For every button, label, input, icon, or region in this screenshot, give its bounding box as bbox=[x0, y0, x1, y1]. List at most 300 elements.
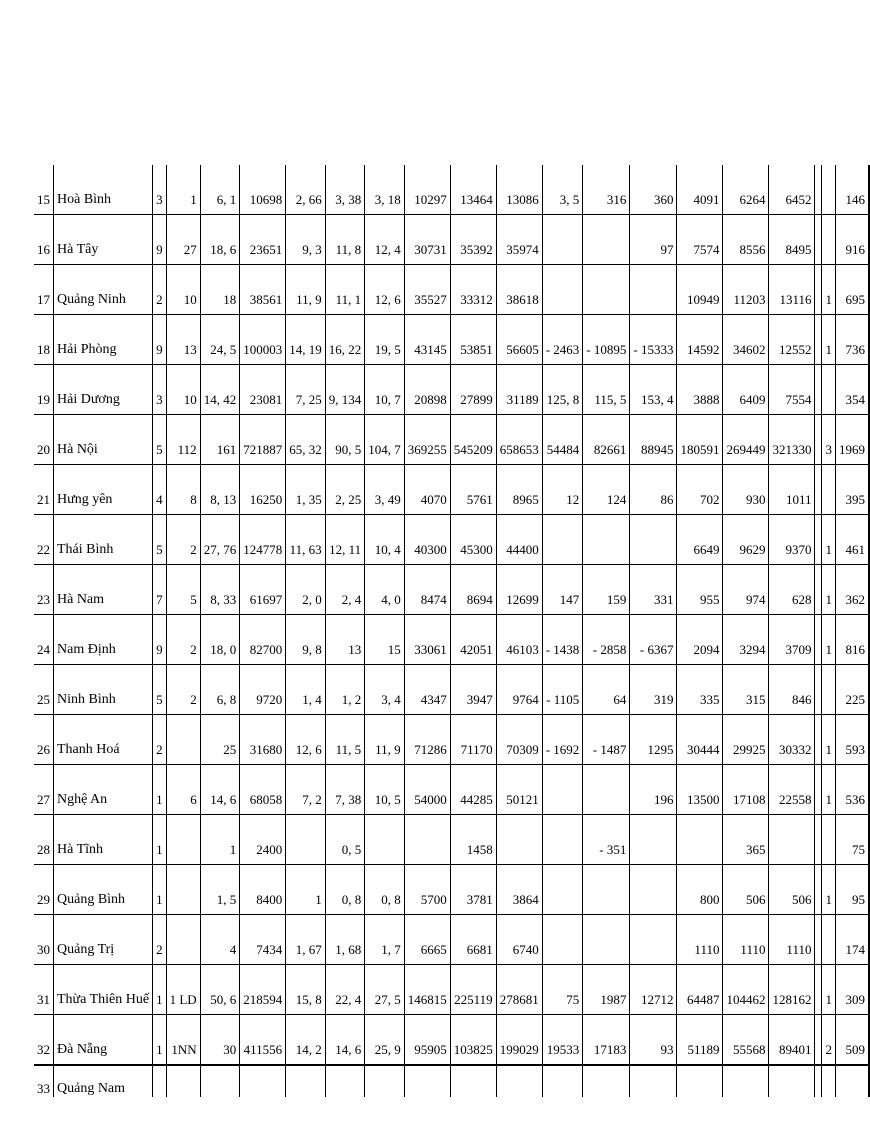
value-cell: 319 bbox=[630, 665, 677, 715]
value-cell: 82700 bbox=[240, 615, 286, 665]
value-cell bbox=[404, 815, 450, 865]
value-cell: 369255 bbox=[404, 415, 450, 465]
value-cell: - 1692 bbox=[542, 715, 583, 765]
value-cell: 309 bbox=[835, 965, 869, 1015]
value-cell: 89401 bbox=[769, 1015, 815, 1066]
value-cell: - 2858 bbox=[583, 615, 630, 665]
value-cell: - 1438 bbox=[542, 615, 583, 665]
value-cell bbox=[815, 165, 822, 215]
value-cell: 75 bbox=[542, 965, 583, 1015]
value-cell: 6649 bbox=[677, 515, 723, 565]
province-name-cell: Hưng yên bbox=[54, 465, 153, 515]
value-cell: 9, 3 bbox=[286, 215, 326, 265]
value-cell: 16, 22 bbox=[325, 315, 365, 365]
value-cell: 628 bbox=[769, 565, 815, 615]
value-cell: 180591 bbox=[677, 415, 723, 465]
value-cell: 35974 bbox=[496, 215, 542, 265]
value-cell: 19533 bbox=[542, 1015, 583, 1066]
value-cell: 7434 bbox=[240, 915, 286, 965]
value-cell: 103825 bbox=[450, 1015, 496, 1066]
value-cell: 14592 bbox=[677, 315, 723, 365]
value-cell: 225119 bbox=[450, 965, 496, 1015]
table-row bbox=[34, 865, 869, 915]
value-cell: 3 bbox=[153, 165, 167, 215]
value-cell: 25, 9 bbox=[365, 1015, 405, 1066]
value-cell: 8474 bbox=[404, 565, 450, 615]
value-cell: 1 bbox=[822, 715, 836, 765]
value-cell: 146815 bbox=[404, 965, 450, 1015]
value-cell: 6681 bbox=[450, 915, 496, 965]
value-cell: 2 bbox=[822, 1015, 836, 1066]
value-cell: 362 bbox=[835, 565, 869, 615]
value-cell: 14, 42 bbox=[200, 365, 240, 415]
province-name-cell: Quảng Bình bbox=[54, 865, 153, 915]
table-row bbox=[34, 365, 869, 415]
value-cell bbox=[583, 915, 630, 965]
data-table bbox=[34, 165, 870, 1097]
value-cell: 53851 bbox=[450, 315, 496, 365]
value-cell: 68058 bbox=[240, 765, 286, 815]
value-cell: 161 bbox=[200, 415, 240, 465]
value-cell: 45300 bbox=[450, 515, 496, 565]
value-cell: 25 bbox=[200, 715, 240, 765]
value-cell bbox=[723, 1065, 769, 1097]
value-cell: 44285 bbox=[450, 765, 496, 815]
value-cell: 7554 bbox=[769, 365, 815, 415]
value-cell: 8 bbox=[166, 465, 200, 515]
value-cell: 9764 bbox=[496, 665, 542, 715]
table-row bbox=[34, 465, 869, 515]
value-cell: 31680 bbox=[240, 715, 286, 765]
value-cell: 8965 bbox=[496, 465, 542, 515]
value-cell: 1 bbox=[822, 765, 836, 815]
value-cell bbox=[815, 615, 822, 665]
table-row bbox=[34, 615, 869, 665]
value-cell: 12699 bbox=[496, 565, 542, 615]
value-cell: 1110 bbox=[677, 915, 723, 965]
value-cell: 55568 bbox=[723, 1015, 769, 1066]
value-cell: 10698 bbox=[240, 165, 286, 215]
value-cell: 11203 bbox=[723, 265, 769, 315]
value-cell: 218594 bbox=[240, 965, 286, 1015]
value-cell: 9629 bbox=[723, 515, 769, 565]
value-cell bbox=[815, 365, 822, 415]
value-cell: 38618 bbox=[496, 265, 542, 315]
value-cell: 124778 bbox=[240, 515, 286, 565]
row-number-cell: 20 bbox=[34, 415, 54, 465]
row-number-cell: 31 bbox=[34, 965, 54, 1015]
value-cell: 17183 bbox=[583, 1015, 630, 1066]
value-cell: 14, 6 bbox=[200, 765, 240, 815]
value-cell: 1295 bbox=[630, 715, 677, 765]
value-cell: 3864 bbox=[496, 865, 542, 915]
value-cell: 12 bbox=[542, 465, 583, 515]
value-cell: 27, 5 bbox=[365, 965, 405, 1015]
value-cell: - 6367 bbox=[630, 615, 677, 665]
value-cell: 3, 5 bbox=[542, 165, 583, 215]
value-cell: 33312 bbox=[450, 265, 496, 315]
value-cell: 9 bbox=[153, 215, 167, 265]
value-cell: 3294 bbox=[723, 615, 769, 665]
value-cell: 1, 68 bbox=[325, 915, 365, 965]
value-cell: 23651 bbox=[240, 215, 286, 265]
value-cell bbox=[365, 815, 405, 865]
value-cell: 13464 bbox=[450, 165, 496, 215]
value-cell: 33061 bbox=[404, 615, 450, 665]
value-cell: 40300 bbox=[404, 515, 450, 565]
value-cell: 7, 2 bbox=[286, 765, 326, 815]
value-cell bbox=[166, 915, 200, 965]
value-cell: 916 bbox=[835, 215, 869, 265]
value-cell: 10, 4 bbox=[365, 515, 405, 565]
value-cell bbox=[815, 415, 822, 465]
value-cell bbox=[542, 265, 583, 315]
value-cell: 14, 6 bbox=[325, 1015, 365, 1066]
value-cell: 6452 bbox=[769, 165, 815, 215]
value-cell: 1, 2 bbox=[325, 665, 365, 715]
value-cell bbox=[166, 815, 200, 865]
value-cell bbox=[583, 865, 630, 915]
value-cell: 82661 bbox=[583, 415, 630, 465]
value-cell: 19, 5 bbox=[365, 315, 405, 365]
value-cell: 6740 bbox=[496, 915, 542, 965]
value-cell: 9720 bbox=[240, 665, 286, 715]
row-number-cell: 24 bbox=[34, 615, 54, 665]
value-cell: 1011 bbox=[769, 465, 815, 515]
province-name-cell: Đà Nẵng bbox=[54, 1015, 153, 1066]
value-cell: 1110 bbox=[723, 915, 769, 965]
province-name-cell: Quảng Ninh bbox=[54, 265, 153, 315]
value-cell: 90, 5 bbox=[325, 415, 365, 465]
value-cell bbox=[815, 1065, 822, 1097]
value-cell: 71286 bbox=[404, 715, 450, 765]
value-cell bbox=[630, 815, 677, 865]
value-cell: 75 bbox=[835, 815, 869, 865]
value-cell bbox=[822, 915, 836, 965]
value-cell: 10 bbox=[166, 265, 200, 315]
value-cell: 146 bbox=[835, 165, 869, 215]
value-cell: 2 bbox=[153, 265, 167, 315]
value-cell: 8556 bbox=[723, 215, 769, 265]
value-cell: 1987 bbox=[583, 965, 630, 1015]
value-cell: 42051 bbox=[450, 615, 496, 665]
value-cell bbox=[822, 815, 836, 865]
value-cell: 2 bbox=[153, 715, 167, 765]
value-cell: 3, 4 bbox=[365, 665, 405, 715]
value-cell: 5 bbox=[153, 515, 167, 565]
value-cell: 12, 6 bbox=[286, 715, 326, 765]
province-name-cell: Hà Tĩnh bbox=[54, 815, 153, 865]
value-cell bbox=[815, 465, 822, 515]
value-cell: 1969 bbox=[835, 415, 869, 465]
value-cell bbox=[496, 1065, 542, 1097]
province-name-cell: Hải Dương bbox=[54, 365, 153, 415]
value-cell: 5700 bbox=[404, 865, 450, 915]
value-cell: 4070 bbox=[404, 465, 450, 515]
value-cell: - 10895 bbox=[583, 315, 630, 365]
value-cell bbox=[630, 915, 677, 965]
value-cell bbox=[815, 815, 822, 865]
value-cell: 5 bbox=[153, 415, 167, 465]
row-number-cell: 16 bbox=[34, 215, 54, 265]
value-cell: 2400 bbox=[240, 815, 286, 865]
value-cell: 816 bbox=[835, 615, 869, 665]
value-cell: 100003 bbox=[240, 315, 286, 365]
value-cell: - 351 bbox=[583, 815, 630, 865]
value-cell: 27 bbox=[166, 215, 200, 265]
value-cell: 112 bbox=[166, 415, 200, 465]
value-cell: 695 bbox=[835, 265, 869, 315]
value-cell: 1 bbox=[166, 165, 200, 215]
value-cell: 13 bbox=[325, 615, 365, 665]
value-cell: 23081 bbox=[240, 365, 286, 415]
table-row bbox=[34, 1015, 869, 1066]
value-cell: 9, 134 bbox=[325, 365, 365, 415]
value-cell: 3888 bbox=[677, 365, 723, 415]
value-cell: 13086 bbox=[496, 165, 542, 215]
value-cell bbox=[325, 1065, 365, 1097]
value-cell: 104, 7 bbox=[365, 415, 405, 465]
value-cell bbox=[822, 215, 836, 265]
value-cell: 8694 bbox=[450, 565, 496, 615]
value-cell: 147 bbox=[542, 565, 583, 615]
value-cell: 13116 bbox=[769, 265, 815, 315]
table-row bbox=[34, 765, 869, 815]
value-cell: 12712 bbox=[630, 965, 677, 1015]
value-cell: 1 bbox=[822, 615, 836, 665]
row-number-cell: 29 bbox=[34, 865, 54, 915]
table-row bbox=[34, 415, 869, 465]
value-cell: 95 bbox=[835, 865, 869, 915]
value-cell: 104462 bbox=[723, 965, 769, 1015]
value-cell: 11, 63 bbox=[286, 515, 326, 565]
row-number-cell: 30 bbox=[34, 915, 54, 965]
value-cell: 159 bbox=[583, 565, 630, 615]
value-cell: 321330 bbox=[769, 415, 815, 465]
value-cell bbox=[542, 215, 583, 265]
value-cell: 15, 8 bbox=[286, 965, 326, 1015]
value-cell bbox=[769, 1065, 815, 1097]
value-cell bbox=[822, 465, 836, 515]
value-cell: 86 bbox=[630, 465, 677, 515]
value-cell: 9370 bbox=[769, 515, 815, 565]
value-cell: 0, 8 bbox=[325, 865, 365, 915]
row-number-cell: 28 bbox=[34, 815, 54, 865]
value-cell: 225 bbox=[835, 665, 869, 715]
row-number-cell: 32 bbox=[34, 1015, 54, 1066]
row-number-cell: 26 bbox=[34, 715, 54, 765]
value-cell: 3709 bbox=[769, 615, 815, 665]
value-cell: 545209 bbox=[450, 415, 496, 465]
value-cell: 316 bbox=[583, 165, 630, 215]
value-cell: 2 bbox=[166, 515, 200, 565]
value-cell: 11, 9 bbox=[286, 265, 326, 315]
value-cell bbox=[822, 365, 836, 415]
value-cell: 3, 18 bbox=[365, 165, 405, 215]
value-cell bbox=[815, 315, 822, 365]
value-cell: 54000 bbox=[404, 765, 450, 815]
value-cell: 736 bbox=[835, 315, 869, 365]
value-cell: 1, 35 bbox=[286, 465, 326, 515]
table-row bbox=[34, 665, 869, 715]
value-cell: 71170 bbox=[450, 715, 496, 765]
value-cell: 35527 bbox=[404, 265, 450, 315]
value-cell: 1 bbox=[822, 965, 836, 1015]
value-cell: 95905 bbox=[404, 1015, 450, 1066]
value-cell: 65, 32 bbox=[286, 415, 326, 465]
row-number-cell: 17 bbox=[34, 265, 54, 315]
value-cell: 17108 bbox=[723, 765, 769, 815]
value-cell: 3947 bbox=[450, 665, 496, 715]
value-cell: 46103 bbox=[496, 615, 542, 665]
value-cell: 125, 8 bbox=[542, 365, 583, 415]
value-cell: 930 bbox=[723, 465, 769, 515]
value-cell: 61697 bbox=[240, 565, 286, 615]
value-cell: 124 bbox=[583, 465, 630, 515]
value-cell: 43145 bbox=[404, 315, 450, 365]
value-cell: 1 LD bbox=[166, 965, 200, 1015]
province-name-cell: Thái Bình bbox=[54, 515, 153, 565]
value-cell: 1 bbox=[822, 865, 836, 915]
value-cell: 702 bbox=[677, 465, 723, 515]
value-cell bbox=[583, 265, 630, 315]
province-name-cell: Hà Tây bbox=[54, 215, 153, 265]
value-cell bbox=[583, 515, 630, 565]
value-cell: 18, 0 bbox=[200, 615, 240, 665]
value-cell bbox=[677, 1065, 723, 1097]
value-cell bbox=[815, 515, 822, 565]
value-cell: 1 bbox=[153, 865, 167, 915]
value-cell bbox=[815, 565, 822, 615]
value-cell: 9 bbox=[153, 315, 167, 365]
value-cell: 2 bbox=[166, 665, 200, 715]
value-cell: 2094 bbox=[677, 615, 723, 665]
row-number-cell: 23 bbox=[34, 565, 54, 615]
value-cell bbox=[166, 1065, 200, 1097]
value-cell: 1 bbox=[822, 315, 836, 365]
value-cell: 9 bbox=[153, 615, 167, 665]
value-cell: 34602 bbox=[723, 315, 769, 365]
value-cell: 11, 8 bbox=[325, 215, 365, 265]
value-cell: 199029 bbox=[496, 1015, 542, 1066]
province-name-cell: Thừa Thiên Huế bbox=[54, 965, 153, 1015]
value-cell: 6, 1 bbox=[200, 165, 240, 215]
value-cell bbox=[286, 1065, 326, 1097]
value-cell bbox=[815, 715, 822, 765]
value-cell: 2 bbox=[153, 915, 167, 965]
value-cell bbox=[365, 1065, 405, 1097]
value-cell: 315 bbox=[723, 665, 769, 715]
table-row bbox=[34, 965, 869, 1015]
province-name-cell: Hà Nội bbox=[54, 415, 153, 465]
value-cell: 22558 bbox=[769, 765, 815, 815]
province-name-cell: Hoà Bình bbox=[54, 165, 153, 215]
value-cell bbox=[677, 815, 723, 865]
value-cell: 3, 49 bbox=[365, 465, 405, 515]
value-cell: 846 bbox=[769, 665, 815, 715]
value-cell bbox=[286, 815, 326, 865]
value-cell: 97 bbox=[630, 215, 677, 265]
value-cell: 461 bbox=[835, 515, 869, 565]
value-cell: 335 bbox=[677, 665, 723, 715]
value-cell: 12552 bbox=[769, 315, 815, 365]
value-cell bbox=[835, 1065, 869, 1097]
province-name-cell: Hải Phòng bbox=[54, 315, 153, 365]
value-cell bbox=[200, 1065, 240, 1097]
value-cell: 5761 bbox=[450, 465, 496, 515]
value-cell: 115, 5 bbox=[583, 365, 630, 415]
value-cell: 4091 bbox=[677, 165, 723, 215]
value-cell: 153, 4 bbox=[630, 365, 677, 415]
value-cell: 4 bbox=[153, 465, 167, 515]
value-cell: 0, 8 bbox=[365, 865, 405, 915]
value-cell: 8495 bbox=[769, 215, 815, 265]
value-cell bbox=[822, 665, 836, 715]
value-cell: 56605 bbox=[496, 315, 542, 365]
value-cell: 1 bbox=[153, 815, 167, 865]
value-cell bbox=[815, 265, 822, 315]
value-cell bbox=[166, 865, 200, 915]
value-cell: 6264 bbox=[723, 165, 769, 215]
table-row bbox=[34, 215, 869, 265]
province-name-cell: Nghệ An bbox=[54, 765, 153, 815]
value-cell: 974 bbox=[723, 565, 769, 615]
table-row bbox=[34, 165, 869, 215]
value-cell: 24, 5 bbox=[200, 315, 240, 365]
value-cell: 2, 0 bbox=[286, 565, 326, 615]
value-cell: 1 bbox=[200, 815, 240, 865]
value-cell: 1, 5 bbox=[200, 865, 240, 915]
value-cell: 269449 bbox=[723, 415, 769, 465]
value-cell bbox=[583, 765, 630, 815]
value-cell: 2, 25 bbox=[325, 465, 365, 515]
value-cell: 1 bbox=[153, 765, 167, 815]
value-cell: 88945 bbox=[630, 415, 677, 465]
value-cell: 721887 bbox=[240, 415, 286, 465]
value-cell: - 1105 bbox=[542, 665, 583, 715]
value-cell: 2, 66 bbox=[286, 165, 326, 215]
value-cell: 5 bbox=[153, 665, 167, 715]
province-name-cell: Nam Định bbox=[54, 615, 153, 665]
value-cell: 411556 bbox=[240, 1015, 286, 1066]
value-cell: 1 bbox=[153, 965, 167, 1015]
value-cell: 1 bbox=[153, 1015, 167, 1066]
value-cell: 10, 7 bbox=[365, 365, 405, 415]
value-cell: 360 bbox=[630, 165, 677, 215]
table-row bbox=[34, 1065, 869, 1097]
value-cell: 331 bbox=[630, 565, 677, 615]
table-row bbox=[34, 715, 869, 765]
value-cell: 16250 bbox=[240, 465, 286, 515]
value-cell: 536 bbox=[835, 765, 869, 815]
value-cell: 38561 bbox=[240, 265, 286, 315]
value-cell: 1110 bbox=[769, 915, 815, 965]
value-cell: 0, 5 bbox=[325, 815, 365, 865]
value-cell bbox=[630, 265, 677, 315]
value-cell: 2, 4 bbox=[325, 565, 365, 615]
value-cell: 8, 13 bbox=[200, 465, 240, 515]
value-cell: 29925 bbox=[723, 715, 769, 765]
value-cell: 35392 bbox=[450, 215, 496, 265]
value-cell: 20898 bbox=[404, 365, 450, 415]
value-cell: 365 bbox=[723, 815, 769, 865]
value-cell: 10 bbox=[166, 365, 200, 415]
value-cell: 30444 bbox=[677, 715, 723, 765]
value-cell: 278681 bbox=[496, 965, 542, 1015]
value-cell: 10949 bbox=[677, 265, 723, 315]
value-cell bbox=[815, 665, 822, 715]
value-cell bbox=[822, 1065, 836, 1097]
